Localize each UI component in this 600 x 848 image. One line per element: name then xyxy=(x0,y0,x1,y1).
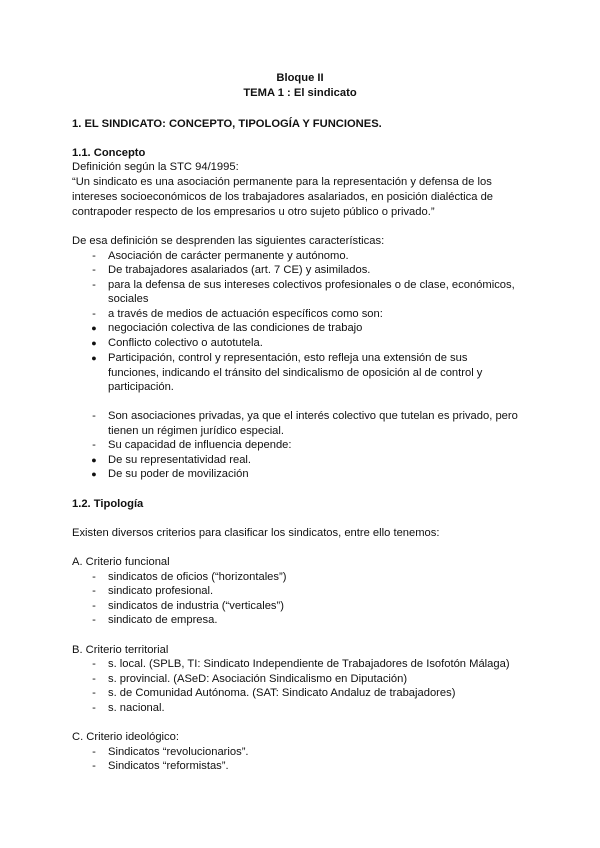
list-item: Conflicto colectivo o autotutela. xyxy=(108,337,263,349)
definition-quote-line: intereses socioeconómicos de los trabajadores asalariados, en posición dialéctica de xyxy=(72,191,494,203)
list-item: sindicatos de oficios (“horizontales”) xyxy=(108,571,287,583)
dash-marker: - xyxy=(92,673,96,685)
list-item: Sindicatos “reformistas”. xyxy=(108,760,229,772)
list-item: De trabajadores asalariados (art. 7 CE) y asimilados. xyxy=(108,264,371,276)
section-title: 1. EL SINDICATO: CONCEPTO, TIPOLOGÍA Y FUNCIONES. xyxy=(72,118,382,130)
list-item: s. de Comunidad Autónoma. (SAT: Sindicato Andaluz de trabajadores) xyxy=(108,687,456,699)
list-item: Sindicatos “revolucionarios”. xyxy=(108,746,249,758)
dash-marker: - xyxy=(92,658,96,670)
block-title: Bloque II xyxy=(276,72,324,84)
list-item-marker: - xyxy=(92,264,96,276)
tema-title: TEMA 1 : El sindicato xyxy=(243,87,357,99)
definition-intro: Definición según la STC 94/1995: xyxy=(72,161,239,173)
dash-marker: - xyxy=(92,571,96,583)
list-item-marker: - xyxy=(92,250,96,262)
list-item-marker: - xyxy=(92,308,96,320)
list-item: Participación, control y representación, esto refleja una extensión de sus xyxy=(108,352,468,364)
bullet-icon: ● xyxy=(91,323,97,333)
characteristics-intro: De esa definición se desprenden las siguientes características: xyxy=(72,235,385,247)
dash-marker: - xyxy=(92,585,96,597)
list-item: Asociación de carácter permanente y autónomo. xyxy=(108,250,349,262)
list-item: Su capacidad de influencia depende: xyxy=(108,439,292,451)
criterion-title: C. Criterio ideológico: xyxy=(72,731,179,743)
list-item: sindicato profesional. xyxy=(108,585,214,597)
list-item: negociación colectiva de las condiciones de trabajo xyxy=(108,322,363,334)
dash-marker: - xyxy=(92,702,96,714)
list-item-marker: - xyxy=(92,439,96,451)
dash-marker: - xyxy=(92,746,96,758)
bullet-icon: ● xyxy=(91,338,97,348)
dash-marker: - xyxy=(92,600,96,612)
list-item: Son asociaciones privadas, ya que el interés colectivo que tutelan es privado, pero xyxy=(108,410,518,422)
criterion-title: A. Criterio funcional xyxy=(72,556,170,568)
list-item-continuation: sociales xyxy=(108,293,149,305)
list-item: De su poder de movilización xyxy=(108,468,249,480)
list-item-marker: - xyxy=(92,279,96,291)
list-item: para la defensa de sus intereses colectivos profesionales o de clase, económicos, xyxy=(108,279,515,291)
list-item-continuation: participación. xyxy=(108,381,174,393)
list-item-marker: - xyxy=(92,410,96,422)
tipologia-heading: 1.2. Tipología xyxy=(72,498,144,510)
list-item-continuation: tienen un régimen jurídico especial. xyxy=(108,425,284,437)
list-item: s. nacional. xyxy=(108,702,165,714)
list-item: De su representatividad real. xyxy=(108,454,252,466)
criterion-title: B. Criterio territorial xyxy=(72,644,169,656)
definition-quote-line: “Un sindicato es una asociación permanente para la representación y defensa de los xyxy=(72,176,492,188)
list-item: sindicatos de industria (“verticales”) xyxy=(108,600,284,612)
definition-quote-line: contrapoder respecto de los empresarios u otro sujeto público o privado.” xyxy=(72,206,435,218)
bullet-icon: ● xyxy=(91,455,97,465)
dash-marker: - xyxy=(92,614,96,626)
concepto-heading: 1.1. Concepto xyxy=(72,147,146,159)
dash-marker: - xyxy=(92,687,96,699)
list-item-continuation: funciones, indicando el tránsito del sindicalismo de oposición al de control y xyxy=(108,367,483,379)
list-item: s. provincial. (ASeD: Asociación Sindicalismo en Diputación) xyxy=(108,673,408,685)
list-item: sindicato de empresa. xyxy=(108,614,218,626)
dash-marker: - xyxy=(92,760,96,772)
list-item: a través de medios de actuación específicos como son: xyxy=(108,308,383,320)
bullet-icon: ● xyxy=(91,469,97,479)
tipologia-intro: Existen diversos criterios para clasificar los sindicatos, entre ello tenemos: xyxy=(72,527,440,539)
list-item: s. local. (SPLB, TI: Sindicato Independiente de Trabajadores de Isofotón Málaga) xyxy=(108,658,510,670)
bullet-icon: ● xyxy=(91,353,97,363)
